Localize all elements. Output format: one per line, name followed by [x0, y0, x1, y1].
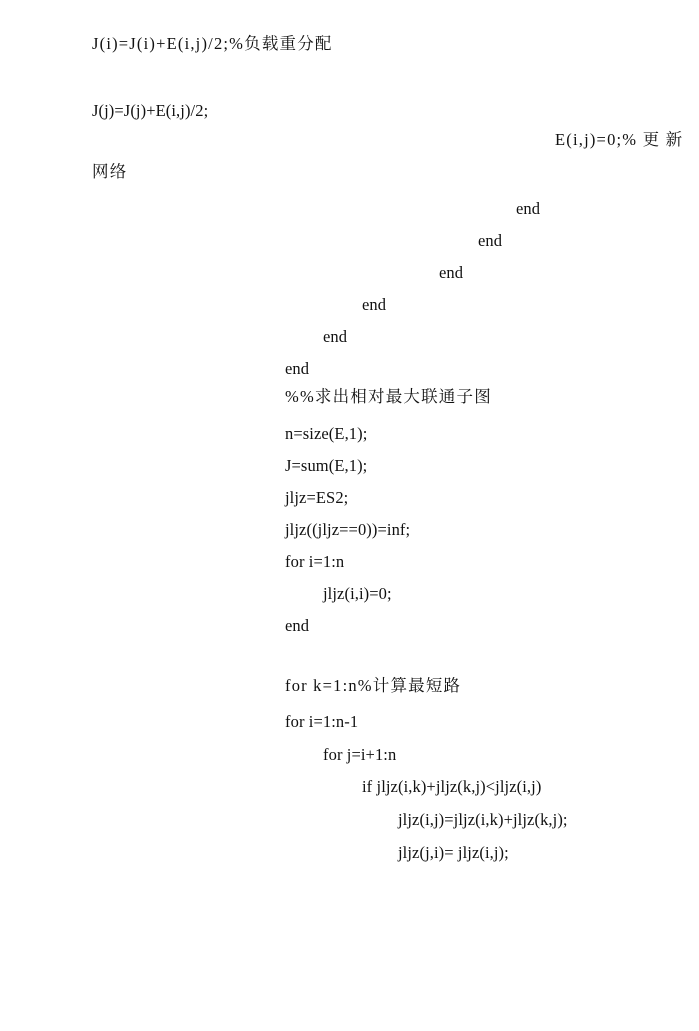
code-line: for i=1:n-1	[285, 712, 359, 731]
code-line: J=sum(E,1);	[285, 456, 368, 475]
code-line: end	[439, 263, 464, 282]
code-line: n=size(E,1);	[285, 424, 368, 443]
code-line: E(i,j)=0;% 更 新	[555, 130, 684, 149]
code-line: jljz(i,i)=0;	[323, 584, 392, 603]
code-line: end	[478, 231, 503, 250]
code-line: J(i)=J(i)+E(i,j)/2;%负载重分配	[92, 34, 333, 53]
code-line: end	[516, 199, 541, 218]
code-line: for i=1:n	[285, 552, 345, 571]
code-line: J(j)=J(j)+E(i,j)/2;	[92, 101, 209, 120]
code-line: end	[285, 359, 310, 378]
code-line: end	[285, 616, 310, 635]
code-line: 网络	[92, 162, 128, 181]
code-line: jljz=ES2;	[285, 488, 349, 507]
code-line: if jljz(i,k)+jljz(k,j)<jljz(i,j)	[362, 777, 542, 796]
code-line: jljz(j,i)= jljz(i,j);	[398, 843, 509, 862]
code-line: jljz(i,j)=jljz(i,k)+jljz(k,j);	[398, 810, 568, 829]
code-line: end	[323, 327, 348, 346]
code-line: for k=1:n%计算最短路	[285, 676, 462, 695]
code-line: jljz((jljz==0))=inf;	[285, 520, 411, 539]
code-line: end	[362, 295, 387, 314]
code-line: for j=i+1:n	[323, 745, 397, 764]
code-line: %%求出相对最大联通子图	[285, 387, 492, 406]
